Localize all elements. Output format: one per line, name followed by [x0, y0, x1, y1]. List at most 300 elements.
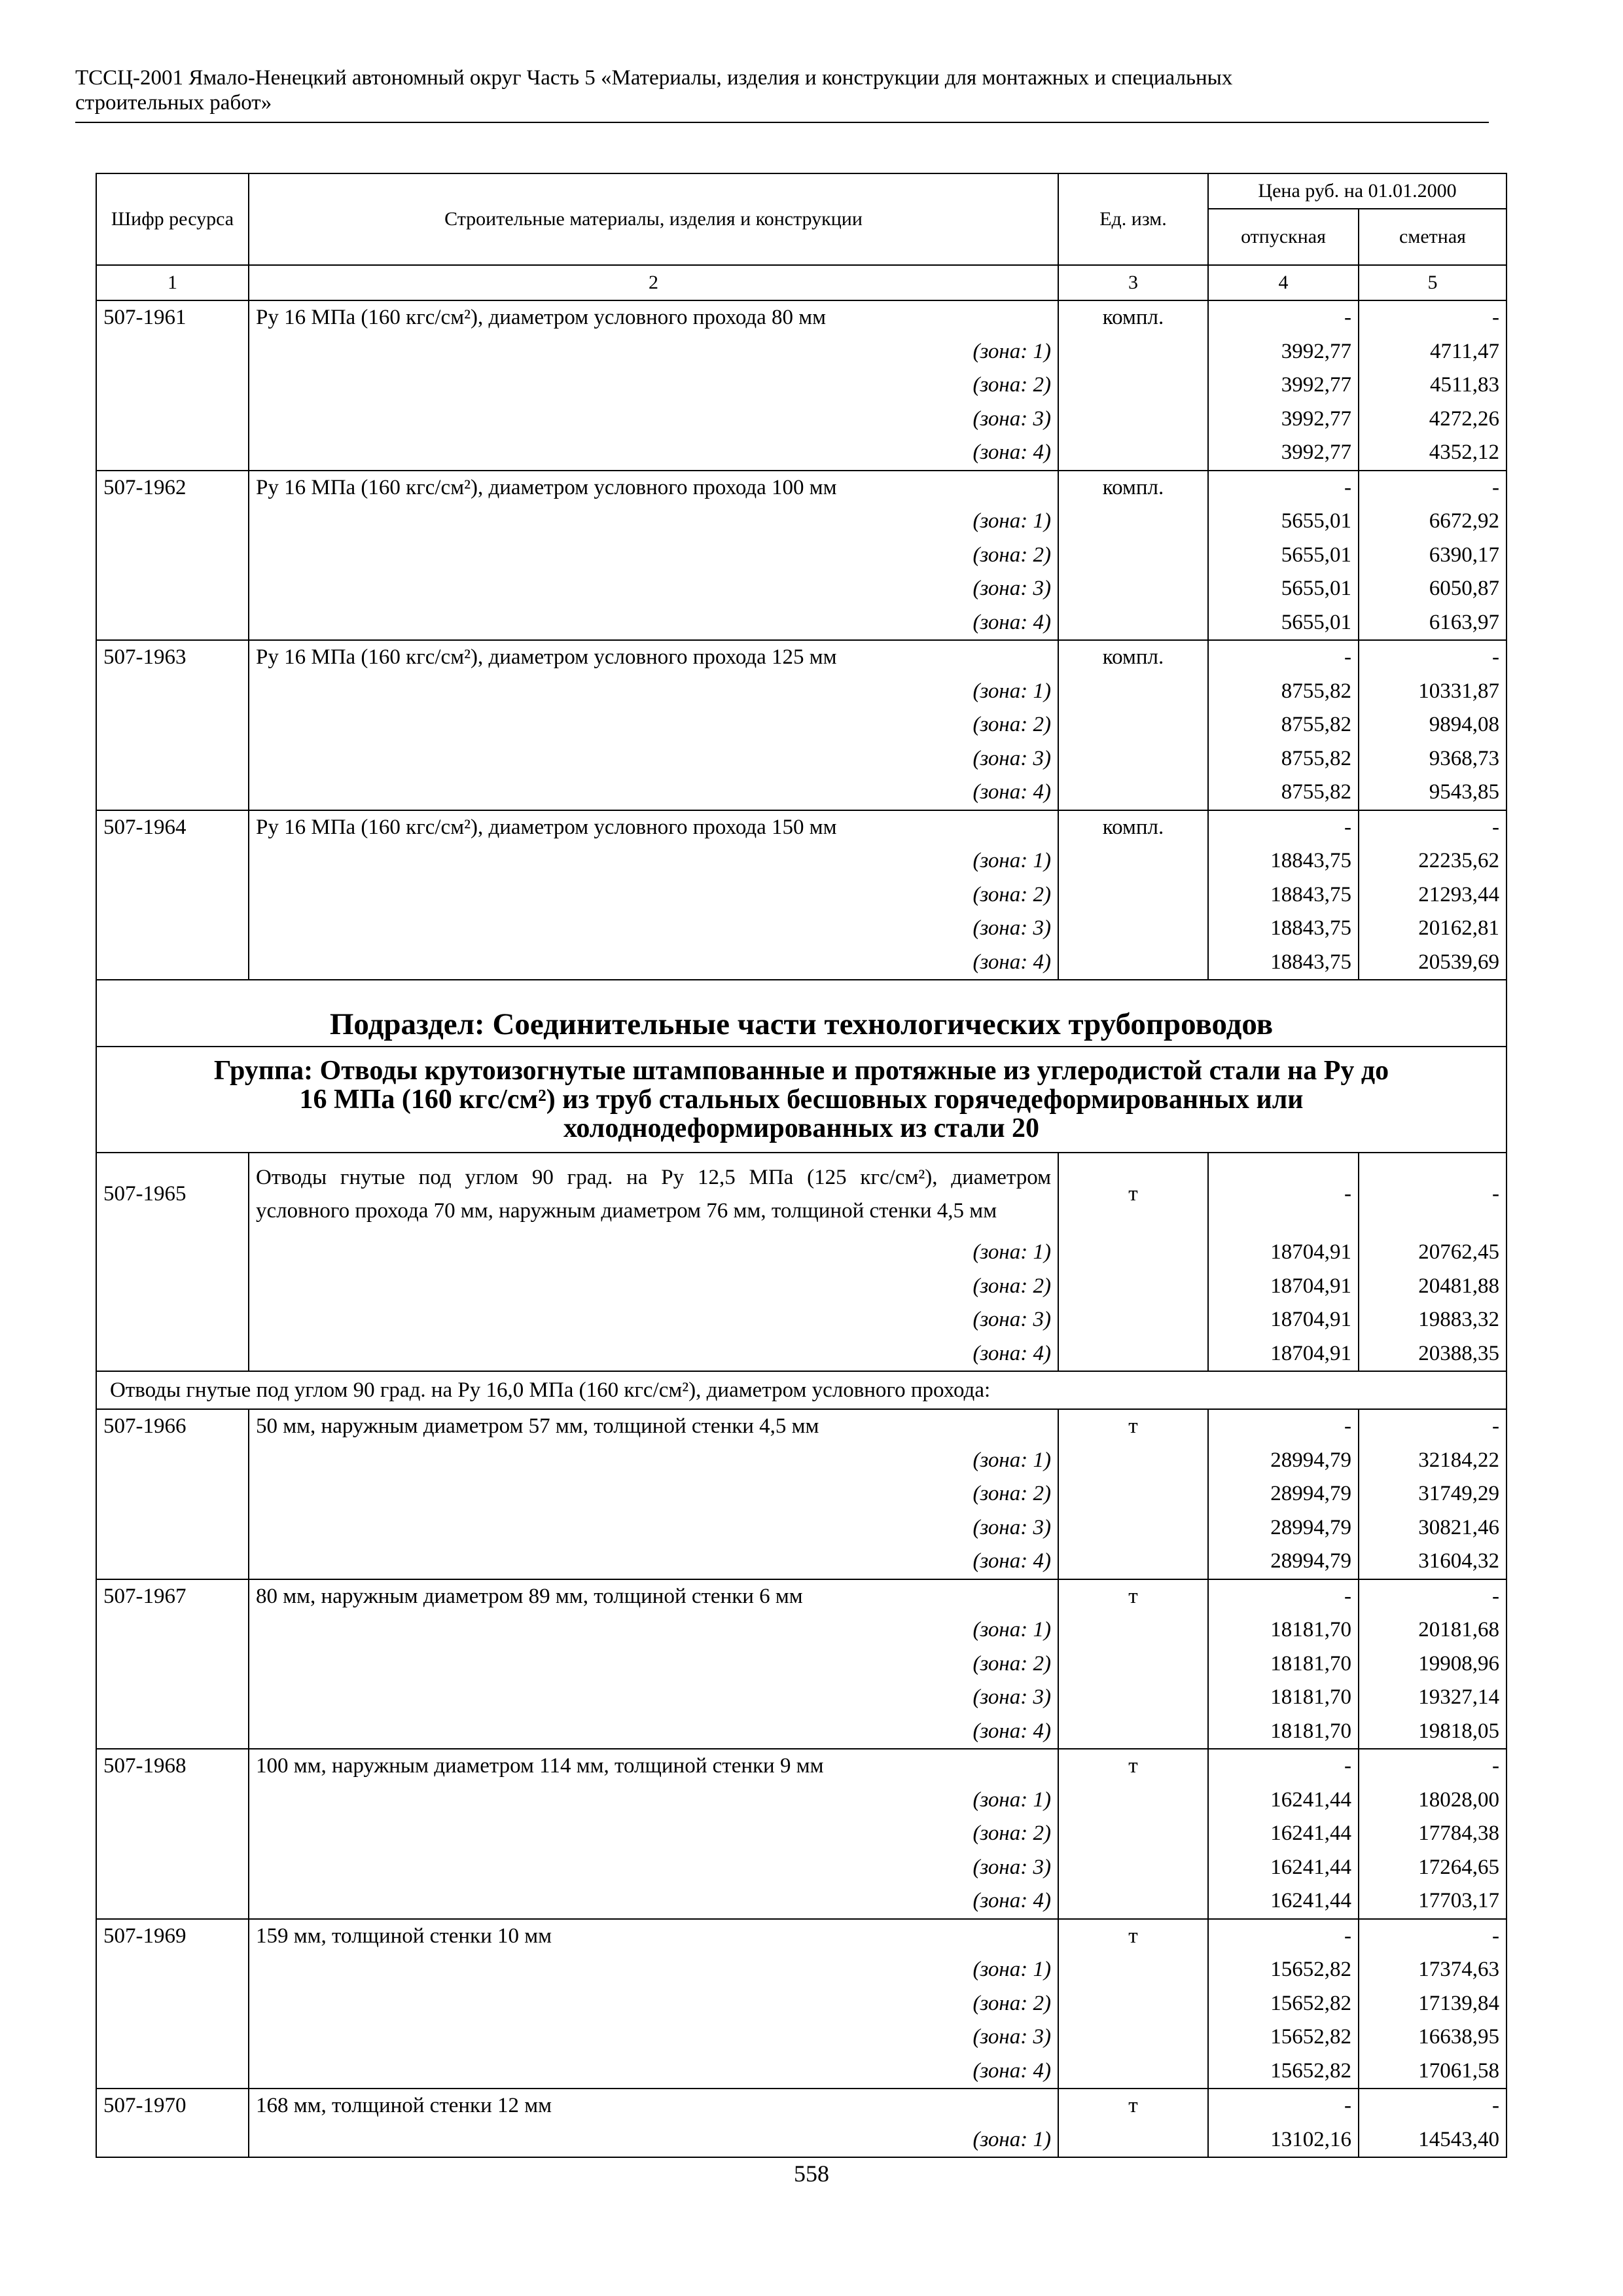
resource-code-empty [96, 946, 249, 980]
resource-code-empty [96, 878, 249, 912]
resource-name: 100 мм, наружным диаметром 114 мм, толщиной стенки 9 мм [249, 1749, 1058, 1784]
zone-row [96, 1715, 1507, 1749]
subsection-row [96, 980, 1507, 1047]
header-line-1: ТССЦ-2001 Ямало-Ненецкий автономный округ Часть 5 «Материалы, изделия и конструкции для монтажных и специальных [75, 66, 1233, 90]
price-otpusk: 5655,01 [1208, 505, 1359, 539]
zone-label: (зона: 4) [249, 436, 1058, 471]
resource-name: Отводы гнутые под углом 90 град. на Ру 12,5 МПа (125 кгс/см²), диаметром условного прохода 70 мм, наружным диаметром 76 мм, толщиной стенки 4,5 мм [249, 1153, 1058, 1236]
unit-empty [1058, 742, 1208, 776]
note-text: Отводы гнутые под углом 90 град. на Ру 16,0 МПа (160 кгс/см²), диаметром условного прохода: [96, 1371, 1507, 1409]
unit-empty [1058, 1715, 1208, 1749]
zone-label: (зона: 3) [249, 742, 1058, 776]
resource-row [96, 300, 1507, 335]
price-smetn: 21293,44 [1359, 878, 1507, 912]
price-smetn: 6050,87 [1359, 572, 1507, 606]
zone-row [96, 1270, 1507, 1304]
price-otpusk: 5655,01 [1208, 539, 1359, 573]
price-smetn: 31604,32 [1359, 1545, 1507, 1579]
resource-name: 159 мм, толщиной стенки 10 мм [249, 1919, 1058, 1954]
group-title-line: 16 МПа (160 кгс/см²) из труб стальных бесшовных горячедеформированных или [299, 1085, 1304, 1115]
price-otpusk: 18843,75 [1208, 878, 1359, 912]
unit-empty [1058, 912, 1208, 946]
zone-row [96, 844, 1507, 878]
price-otpusk: 15652,82 [1208, 2054, 1359, 2089]
zone-label: (зона: 1) [249, 1784, 1058, 1818]
zone-label: (зона: 1) [249, 1444, 1058, 1478]
resource-code-empty [96, 1270, 249, 1304]
zone-row [96, 368, 1507, 403]
price-smetn: 17374,63 [1359, 1953, 1507, 1987]
resource-code-empty [96, 2020, 249, 2054]
price-otpusk: 8755,82 [1208, 776, 1359, 810]
zone-row [96, 912, 1507, 946]
zone-row [96, 2123, 1507, 2158]
zone-row [96, 2020, 1507, 2054]
resource-unit: т [1058, 1749, 1208, 1784]
group-title-line: Группа: Отводы крутоизогнутые штампованные и протяжные из углеродистой стали на Ру до [213, 1056, 1389, 1086]
zone-row [96, 1444, 1507, 1478]
price-otpusk: 8755,82 [1208, 742, 1359, 776]
zone-label: (зона: 2) [249, 539, 1058, 573]
unit-empty [1058, 436, 1208, 471]
resource-unit: т [1058, 1409, 1208, 1444]
unit-empty [1058, 1270, 1208, 1304]
resource-code-empty [96, 1784, 249, 1818]
price-smetn: 30821,46 [1359, 1511, 1507, 1545]
resource-code-empty [96, 1613, 249, 1647]
zone-label: (зона: 3) [249, 1511, 1058, 1545]
resource-code: 507-1963 [96, 640, 249, 675]
resource-code: 507-1962 [96, 471, 249, 505]
price-smetn: 4511,83 [1359, 368, 1507, 403]
price-smetn: 22235,62 [1359, 844, 1507, 878]
col-header-price: Цена руб. на 01.01.2000 [1208, 173, 1507, 209]
price-smetn: 31749,29 [1359, 1477, 1507, 1511]
price-otpusk: 18704,91 [1208, 1303, 1359, 1337]
price-otpusk: - [1208, 471, 1359, 505]
resource-code-empty [96, 505, 249, 539]
unit-empty [1058, 1337, 1208, 1372]
zone-row [96, 1784, 1507, 1818]
price-smetn: 20388,35 [1359, 1337, 1507, 1372]
resource-code-empty [96, 1444, 249, 1478]
unit-empty [1058, 539, 1208, 573]
zone-row [96, 776, 1507, 810]
zone-label: (зона: 2) [249, 368, 1058, 403]
zone-row [96, 675, 1507, 709]
resource-name: 50 мм, наружным диаметром 57 мм, толщиной стенки 4,5 мм [249, 1409, 1058, 1444]
zone-row [96, 1884, 1507, 1919]
price-otpusk: - [1208, 1579, 1359, 1614]
zone-row [96, 505, 1507, 539]
price-otpusk: 18181,70 [1208, 1613, 1359, 1647]
unit-empty [1058, 878, 1208, 912]
resource-code: 507-1964 [96, 810, 249, 845]
price-otpusk: 8755,82 [1208, 708, 1359, 742]
zone-row [96, 742, 1507, 776]
resource-code-empty [96, 1303, 249, 1337]
zone-label: (зона: 2) [249, 1270, 1058, 1304]
unit-empty [1058, 1511, 1208, 1545]
price-otpusk: - [1208, 1749, 1359, 1784]
resource-unit: компл. [1058, 471, 1208, 505]
unit-empty [1058, 1236, 1208, 1270]
zone-label: (зона: 1) [249, 2123, 1058, 2158]
resource-code-empty [96, 1647, 249, 1681]
resource-code-empty [96, 1715, 249, 1749]
price-smetn: 9894,08 [1359, 708, 1507, 742]
price-smetn: - [1359, 640, 1507, 675]
resource-code-empty [96, 742, 249, 776]
zone-row [96, 2054, 1507, 2089]
price-smetn: 19327,14 [1359, 1681, 1507, 1715]
unit-empty [1058, 335, 1208, 369]
resource-code-empty [96, 1511, 249, 1545]
col-header-name: Строительные материалы, изделия и конструкции [249, 173, 1058, 265]
resource-name: Ру 16 МПа (160 кгс/см²), диаметром условного прохода 150 мм [249, 810, 1058, 845]
resource-code-empty [96, 2123, 249, 2158]
zone-label: (зона: 1) [249, 1953, 1058, 1987]
zone-label: (зона: 3) [249, 1681, 1058, 1715]
resource-code: 507-1961 [96, 300, 249, 335]
resource-name: 168 мм, толщиной стенки 12 мм [249, 2089, 1058, 2123]
column-numbers-row [96, 265, 1507, 300]
col-header-unit: Ед. изм. [1058, 173, 1208, 265]
price-otpusk: 3992,77 [1208, 368, 1359, 403]
group-title-line: холоднодеформированных из стали 20 [563, 1113, 1040, 1143]
running-header [75, 65, 1489, 115]
price-otpusk: - [1208, 2089, 1359, 2123]
price-otpusk: 16241,44 [1208, 1817, 1359, 1851]
zone-row [96, 1613, 1507, 1647]
price-otpusk: - [1208, 1153, 1359, 1236]
price-otpusk: 5655,01 [1208, 606, 1359, 641]
unit-empty [1058, 1647, 1208, 1681]
resource-row [96, 1749, 1507, 1784]
page-number: 558 [794, 2161, 829, 2187]
price-smetn: - [1359, 1579, 1507, 1614]
zone-row [96, 1953, 1507, 1987]
zone-row [96, 335, 1507, 369]
zone-label: (зона: 2) [249, 878, 1058, 912]
zone-label: (зона: 2) [249, 1477, 1058, 1511]
unit-empty [1058, 1851, 1208, 1885]
unit-empty [1058, 708, 1208, 742]
price-smetn: 19818,05 [1359, 1715, 1507, 1749]
price-smetn: 17703,17 [1359, 1884, 1507, 1919]
col-number: 4 [1208, 265, 1359, 300]
unit-empty [1058, 675, 1208, 709]
price-smetn: - [1359, 300, 1507, 335]
zone-label: (зона: 4) [249, 1884, 1058, 1919]
unit-empty [1058, 403, 1208, 437]
resource-code-empty [96, 335, 249, 369]
zone-label: (зона: 2) [249, 1817, 1058, 1851]
price-smetn: 17264,65 [1359, 1851, 1507, 1885]
unit-empty [1058, 2054, 1208, 2089]
zone-row [96, 1236, 1507, 1270]
price-smetn: 6163,97 [1359, 606, 1507, 641]
resource-code-empty [96, 1477, 249, 1511]
price-otpusk: - [1208, 1409, 1359, 1444]
resource-code-empty [96, 436, 249, 471]
resource-code-empty [96, 844, 249, 878]
resource-unit: компл. [1058, 640, 1208, 675]
price-table [96, 173, 1507, 2158]
price-smetn: 9368,73 [1359, 742, 1507, 776]
zone-label: (зона: 3) [249, 2020, 1058, 2054]
resource-code-empty [96, 1953, 249, 1987]
zone-row [96, 1511, 1507, 1545]
price-smetn: 4711,47 [1359, 335, 1507, 369]
col-header-otpusk: отпускная [1208, 209, 1359, 265]
price-otpusk: 3992,77 [1208, 335, 1359, 369]
price-otpusk: 18704,91 [1208, 1236, 1359, 1270]
price-otpusk: - [1208, 1919, 1359, 1954]
price-otpusk: 16241,44 [1208, 1784, 1359, 1818]
resource-unit: т [1058, 1579, 1208, 1614]
zone-label: (зона: 1) [249, 1613, 1058, 1647]
price-smetn: 19908,96 [1359, 1647, 1507, 1681]
zone-row [96, 1851, 1507, 1885]
price-otpusk: 18843,75 [1208, 946, 1359, 980]
zone-row [96, 539, 1507, 573]
resource-unit: компл. [1058, 300, 1208, 335]
zone-row [96, 606, 1507, 641]
zone-label: (зона: 4) [249, 1337, 1058, 1372]
unit-empty [1058, 1477, 1208, 1511]
price-otpusk: 8755,82 [1208, 675, 1359, 709]
resource-code: 507-1968 [96, 1749, 249, 1784]
unit-empty [1058, 1817, 1208, 1851]
unit-empty [1058, 1784, 1208, 1818]
resource-row [96, 640, 1507, 675]
zone-label: (зона: 3) [249, 403, 1058, 437]
unit-empty [1058, 1987, 1208, 2021]
zone-label: (зона: 1) [249, 675, 1058, 709]
resource-unit: компл. [1058, 810, 1208, 845]
resource-name: Ру 16 МПа (160 кгс/см²), диаметром условного прохода 125 мм [249, 640, 1058, 675]
resource-code: 507-1969 [96, 1919, 249, 1954]
price-smetn: 32184,22 [1359, 1444, 1507, 1478]
resource-row [96, 1153, 1507, 1236]
price-smetn: - [1359, 1153, 1507, 1236]
resource-code-empty [96, 1545, 249, 1579]
unit-empty [1058, 1444, 1208, 1478]
price-otpusk: 18843,75 [1208, 912, 1359, 946]
resource-row [96, 1409, 1507, 1444]
price-otpusk: - [1208, 640, 1359, 675]
price-smetn: 20539,69 [1359, 946, 1507, 980]
resource-code-empty [96, 912, 249, 946]
zone-label: (зона: 3) [249, 1851, 1058, 1885]
unit-empty [1058, 505, 1208, 539]
resource-code-empty [96, 368, 249, 403]
price-smetn: 9543,85 [1359, 776, 1507, 810]
price-otpusk: 16241,44 [1208, 1884, 1359, 1919]
resource-row [96, 1579, 1507, 1614]
price-otpusk: 28994,79 [1208, 1444, 1359, 1478]
zone-label: (зона: 2) [249, 1647, 1058, 1681]
resource-code-empty [96, 1987, 249, 2021]
zone-label: (зона: 4) [249, 606, 1058, 641]
unit-empty [1058, 844, 1208, 878]
price-smetn: - [1359, 1409, 1507, 1444]
price-otpusk: 13102,16 [1208, 2123, 1359, 2158]
unit-empty [1058, 368, 1208, 403]
price-smetn: 19883,32 [1359, 1303, 1507, 1337]
zone-row [96, 572, 1507, 606]
note-row [96, 1371, 1507, 1409]
price-otpusk: 18181,70 [1208, 1715, 1359, 1749]
zone-row [96, 1647, 1507, 1681]
zone-label: (зона: 3) [249, 1303, 1058, 1337]
zone-label: (зона: 1) [249, 335, 1058, 369]
price-smetn: 6672,92 [1359, 505, 1507, 539]
header-line-2: строительных работ» [75, 91, 272, 115]
zone-row [96, 1681, 1507, 1715]
price-smetn: 4272,26 [1359, 403, 1507, 437]
price-smetn: 18028,00 [1359, 1784, 1507, 1818]
price-otpusk: 18704,91 [1208, 1270, 1359, 1304]
resource-code-empty [96, 403, 249, 437]
zone-row [96, 946, 1507, 980]
unit-empty [1058, 1681, 1208, 1715]
zone-row [96, 708, 1507, 742]
price-otpusk: 15652,82 [1208, 2020, 1359, 2054]
price-smetn: - [1359, 1749, 1507, 1784]
col-header-smetn: сметная [1359, 209, 1507, 265]
price-otpusk: 18704,91 [1208, 1337, 1359, 1372]
price-smetn: 4352,12 [1359, 436, 1507, 471]
price-otpusk: 15652,82 [1208, 1953, 1359, 1987]
price-otpusk: 18181,70 [1208, 1647, 1359, 1681]
resource-name: 80 мм, наружным диаметром 89 мм, толщиной стенки 6 мм [249, 1579, 1058, 1614]
price-otpusk: 3992,77 [1208, 403, 1359, 437]
resource-code-empty [96, 1817, 249, 1851]
unit-empty [1058, 1545, 1208, 1579]
resource-code: 507-1970 [96, 2089, 249, 2123]
price-otpusk: 28994,79 [1208, 1511, 1359, 1545]
unit-empty [1058, 776, 1208, 810]
zone-row [96, 436, 1507, 471]
zone-label: (зона: 3) [249, 572, 1058, 606]
zone-label: (зона: 4) [249, 2054, 1058, 2089]
col-number: 2 [249, 265, 1058, 300]
price-otpusk: 3992,77 [1208, 436, 1359, 471]
resource-code-empty [96, 1884, 249, 1919]
group-row [96, 1047, 1507, 1153]
price-smetn: - [1359, 1919, 1507, 1954]
resource-unit: т [1058, 1153, 1208, 1236]
price-otpusk: 15652,82 [1208, 1987, 1359, 2021]
resource-row [96, 471, 1507, 505]
resource-code-empty [96, 2054, 249, 2089]
subsection-title: Подраздел: Соединительные части технологических трубопроводов [96, 980, 1507, 1047]
unit-empty [1058, 2020, 1208, 2054]
price-smetn: - [1359, 471, 1507, 505]
resource-row [96, 810, 1507, 845]
resource-name: Ру 16 МПа (160 кгс/см²), диаметром условного прохода 80 мм [249, 300, 1058, 335]
zone-label: (зона: 4) [249, 946, 1058, 980]
price-smetn: 17139,84 [1359, 1987, 1507, 2021]
price-smetn: 14543,40 [1359, 2123, 1507, 2158]
col-number: 1 [96, 265, 249, 300]
zone-label: (зона: 4) [249, 1715, 1058, 1749]
resource-code-empty [96, 606, 249, 641]
zone-label: (зона: 4) [249, 1545, 1058, 1579]
col-number: 5 [1359, 265, 1507, 300]
price-otpusk: - [1208, 810, 1359, 845]
price-otpusk: 28994,79 [1208, 1545, 1359, 1579]
zone-label: (зона: 1) [249, 844, 1058, 878]
unit-empty [1058, 572, 1208, 606]
resource-code-empty [96, 539, 249, 573]
resource-code-empty [96, 776, 249, 810]
resource-code-empty [96, 572, 249, 606]
price-otpusk: 5655,01 [1208, 572, 1359, 606]
resource-code-empty [96, 708, 249, 742]
unit-empty [1058, 946, 1208, 980]
zone-row [96, 1545, 1507, 1579]
zone-row [96, 1817, 1507, 1851]
resource-code: 507-1965 [96, 1153, 249, 1236]
resource-unit: т [1058, 2089, 1208, 2123]
zone-row [96, 1303, 1507, 1337]
col-header-code: Шифр ресурса [96, 173, 249, 265]
zone-row [96, 1477, 1507, 1511]
zone-row [96, 878, 1507, 912]
zone-row [96, 1337, 1507, 1372]
price-smetn: 20181,68 [1359, 1613, 1507, 1647]
resource-code-empty [96, 1681, 249, 1715]
header-rule [75, 122, 1489, 123]
price-smetn: 10331,87 [1359, 675, 1507, 709]
resource-code-empty [96, 1851, 249, 1885]
price-otpusk: 28994,79 [1208, 1477, 1359, 1511]
price-smetn: 20481,88 [1359, 1270, 1507, 1304]
resource-unit: т [1058, 1919, 1208, 1954]
col-number: 3 [1058, 265, 1208, 300]
group-title [96, 1047, 1507, 1153]
price-smetn: - [1359, 2089, 1507, 2123]
price-otpusk: 16241,44 [1208, 1851, 1359, 1885]
unit-empty [1058, 2123, 1208, 2158]
price-otpusk: - [1208, 300, 1359, 335]
price-smetn: 17061,58 [1359, 2054, 1507, 2089]
price-smetn: - [1359, 810, 1507, 845]
zone-label: (зона: 1) [249, 1236, 1058, 1270]
resource-code-empty [96, 675, 249, 709]
price-smetn: 6390,17 [1359, 539, 1507, 573]
zone-label: (зона: 1) [249, 505, 1058, 539]
price-smetn: 17784,38 [1359, 1817, 1507, 1851]
price-smetn: 20162,81 [1359, 912, 1507, 946]
resource-row [96, 1919, 1507, 1954]
zone-row [96, 403, 1507, 437]
unit-empty [1058, 1884, 1208, 1919]
unit-empty [1058, 1953, 1208, 1987]
zone-label: (зона: 4) [249, 776, 1058, 810]
resource-code-empty [96, 1337, 249, 1372]
price-smetn: 20762,45 [1359, 1236, 1507, 1270]
unit-empty [1058, 606, 1208, 641]
zone-label: (зона: 2) [249, 1987, 1058, 2021]
zone-label: (зона: 2) [249, 708, 1058, 742]
resource-row [96, 2089, 1507, 2123]
price-otpusk: 18181,70 [1208, 1681, 1359, 1715]
resource-code: 507-1967 [96, 1579, 249, 1614]
